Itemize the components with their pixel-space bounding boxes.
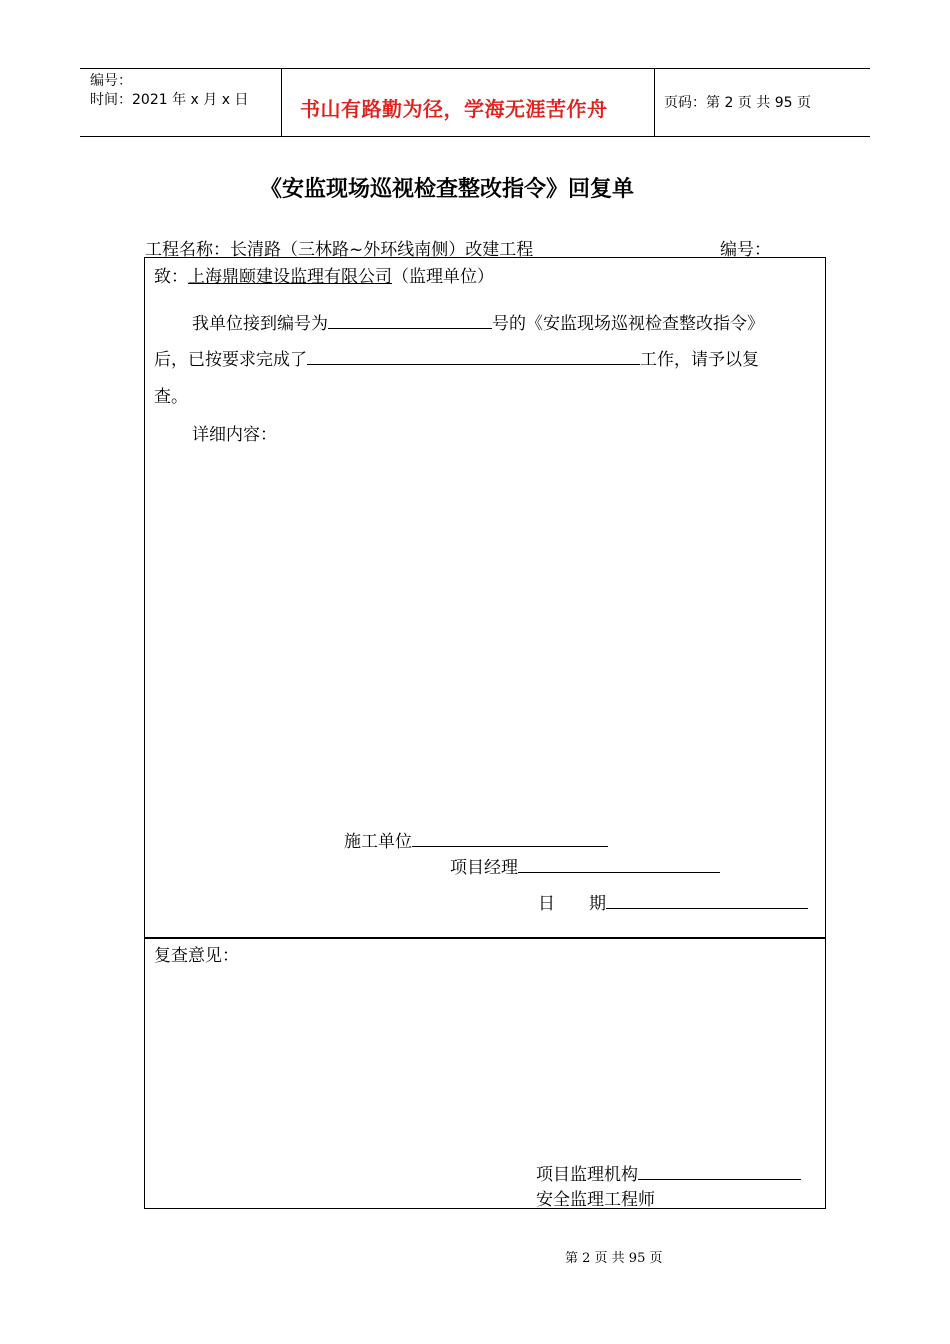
supervision-org-blank[interactable] (638, 1178, 801, 1180)
body-line-1 (192, 309, 764, 334)
project-name: 工程名称：长清路（三林路~外环线南侧）改建工程 (145, 240, 534, 260)
body-line-3: 查。 (154, 387, 188, 407)
manager-label: 项目经理 (450, 858, 518, 878)
addressee-company: 上海鼎颐建设监理有限公司 (188, 267, 392, 287)
page-title: 《安监现场巡视检查整改指令》回复单 (260, 176, 635, 202)
completed-work-blank[interactable] (307, 363, 640, 365)
body-line-2-b: 工作，请予以复 (640, 350, 759, 370)
page-footer: 第 2 页 共 95 页 (565, 1251, 663, 1266)
date-blank[interactable] (606, 907, 808, 909)
header-top-rule (80, 68, 870, 69)
body-line-1-b: 号的《安监现场巡视检查整改指令》 (492, 314, 764, 334)
manager-signature (450, 853, 720, 878)
manager-blank[interactable] (518, 871, 720, 873)
contractor-signature (344, 827, 608, 852)
body-line-2 (154, 345, 759, 370)
header-page-info: 页码：第 2 页 共 95 页 (664, 95, 811, 111)
header-number-label: 编号： (90, 73, 132, 89)
project-number-label: 编号： (720, 240, 771, 260)
header-divider-left (281, 68, 282, 136)
header-bottom-rule (80, 136, 870, 137)
contractor-blank[interactable] (412, 845, 608, 847)
review-label: 复查意见： (154, 946, 239, 966)
supervision-org-label: 项目监理机构 (536, 1165, 638, 1185)
addressee-prefix: 致： (154, 267, 188, 287)
date-signature (538, 889, 808, 914)
body-line-1-a: 我单位接到编号为 (192, 314, 328, 334)
header-time-label: 时间：2021 年 x 月 x 日 (90, 92, 249, 108)
date-label: 日 期 (538, 894, 606, 914)
header-divider-right (654, 68, 655, 136)
instruction-number-blank[interactable] (328, 327, 492, 329)
detail-label: 详细内容： (192, 425, 277, 445)
supervision-org-signature (536, 1160, 801, 1185)
contractor-label: 施工单位 (344, 832, 412, 852)
safety-engineer-label: 安全监理工程师 (536, 1190, 655, 1210)
body-line-2-a: 后，已按要求完成了 (154, 350, 307, 370)
addressee-suffix: （监理单位） (392, 267, 494, 287)
header-motto: 书山有路勤为径，学海无涯苦作舟 (300, 97, 608, 121)
addressee-line (154, 262, 494, 287)
